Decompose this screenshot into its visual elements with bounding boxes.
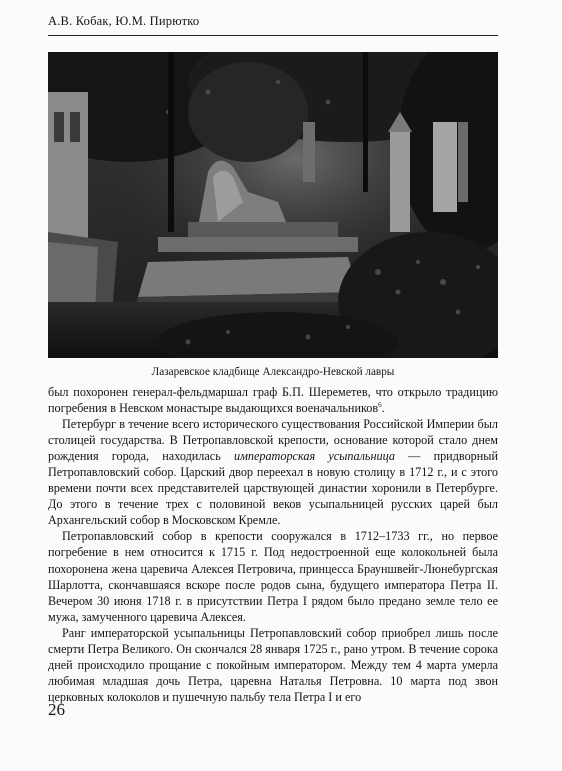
paragraph-1: был похоронен генерал-фельдмаршал граф Б.П. Шереметев, что открыло традицию погребения в Невском монастыре выдающихся военачальников$^6$. — [48, 385, 498, 416]
footnote-ref: 6 — [378, 400, 382, 409]
paragraph-2: Петербург в течение всего исторического существования Российской Империи был столицей государства. В Петропавловской крепости, основание которой стало днем рождения города, находилась императорская усыпальница — придворный Петропавловский собор. Царский двор переехал в новую столицу в 1712 г., и с этого времени почти всех представителей царствующей династии хоронили в Петербурге. До этого в течение трех с половиной веков усыпальницей русских царей был Архангельский собор в Московском Кремле. — [48, 417, 498, 528]
paragraph-4: Ранг императорской усыпальницы Петропавловский собор приобрел лишь после смерти Петра Великого. Он скончался 28 января 1725 г., рано утром. В течение сорока дней происходило прощание с покойным императором. Между тем 4 марта умерла любимая младшая дочь Петра, царевна Наталья Петровна. 10 марта под звон церковных колоколов и пушечную пальбу тела Петра I и его — [48, 625, 498, 704]
emphasis-term: императорская усыпальница — [234, 449, 395, 464]
body-text — [48, 384, 498, 705]
running-header: А.В. Кобак, Ю.М. Пирютко — [48, 14, 200, 28]
paragraph-3: Петропавловский собор в крепости сооружался в 1712–1733 гг., но первое погребение в нем относится к 1715 г. Под недостроенной еще колокольней была похоронена жена царевича Алексея Петровича, принцесса Брауншвейг-Люнебургская Шарлотта, скончавшаяся вскоре после родов сына, будущего императора Петра II. Вечером 30 июня 1718 г. в присутствии Петра I рядом было предано земле тело ее мужа, замученного царевича Алексея. — [48, 529, 498, 624]
page-number: 26 — [48, 700, 65, 719]
cemetery-photo — [48, 52, 498, 358]
header-rule — [48, 35, 498, 36]
photo-caption: Лазаревское кладбище Александро-Невской лавры — [151, 366, 395, 378]
